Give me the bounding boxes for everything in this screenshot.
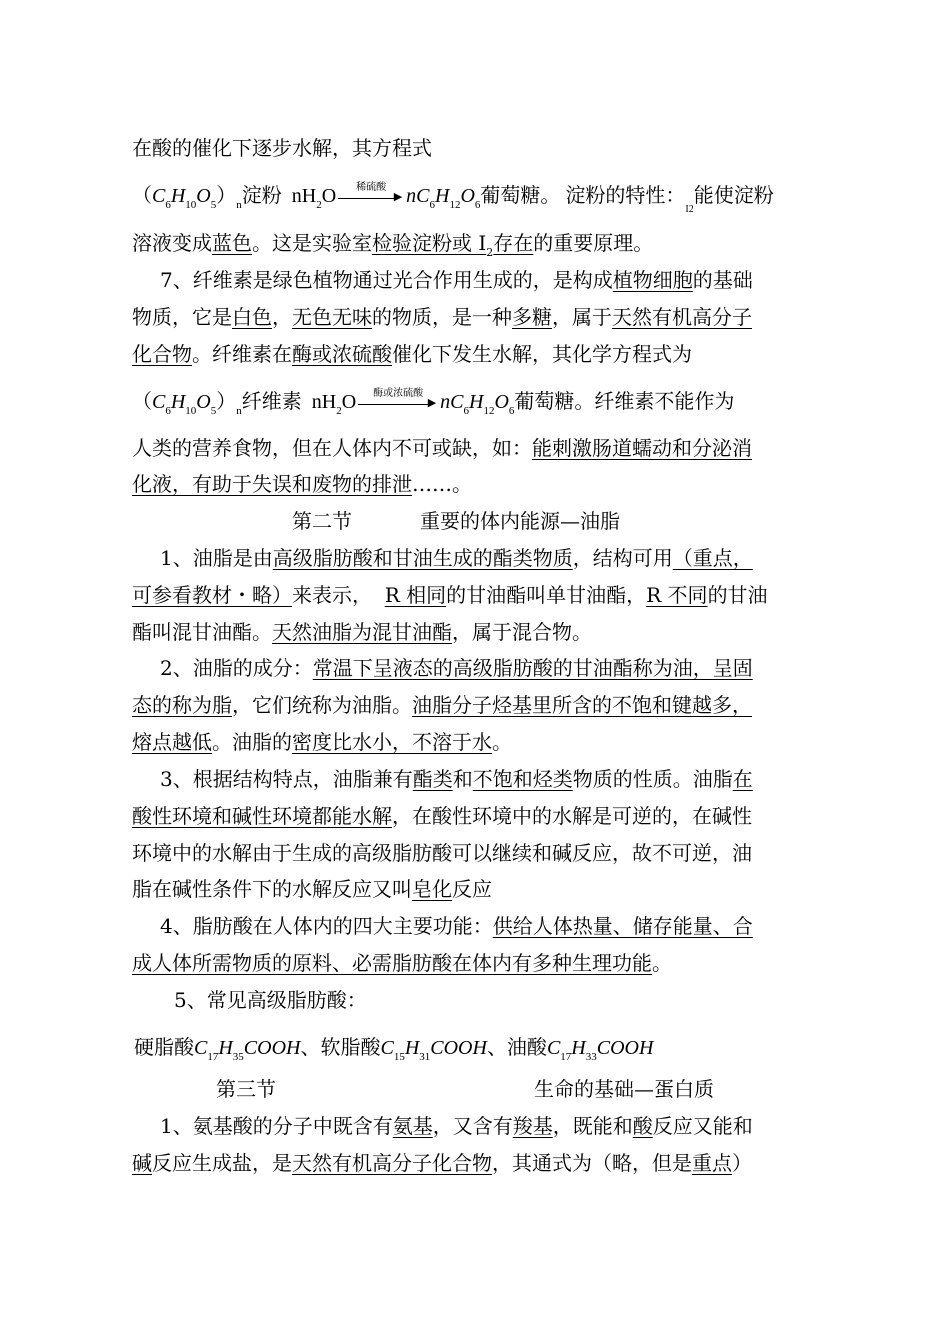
text-line: 成人体所需物质的原料、必需脂肪酸在体内有多种生理功能。 [132,951,672,975]
cellulose-hydrolysis-equation: $(C_6H_{10}O_5)_n$纤维素 $nH_2O$ 酶或浓硫酸 ▶ $nC_6H_{12}O_6$葡萄糖。纤维素不能作为 [132,388,735,417]
section-heading: 第三节 生命的基础—蛋白质 [216,1077,714,1101]
text-line: 碱反应生成盐，是天然有机高分子化合物，其通式为（略，但是重点） [132,1151,752,1175]
text-line: 5、常见高级脂肪酸： [174,988,367,1012]
section-heading: 第二节 重要的体内能源—油脂 [292,509,620,533]
text-line: 4、脂肪酸在人体内的四大主要功能：供给人体热量、储存能量、合 [160,914,753,938]
text-line: 在酸的催化下逐步水解，其方程式 [132,136,432,160]
fatty-acid-formulas: 硬脂酸$C_{17}H_{35}COOH$、软脂酸$C_{15}H_{31}COOH$、油酸$C_{17}H_{33}COOH$ [134,1037,654,1063]
text-line: 环境中的水解由于生成的高级脂肪酸可以继续和碱反应，故不可逆，油 [132,841,752,865]
text-line: 1、氨基酸的分子中既含有氨基，又含有羧基，既能和酸反应又能和 [160,1114,753,1138]
text-line: 可参看教材・略）来表示， R 相同的甘油酯叫单甘油酯，R 不同的甘油 [132,583,768,607]
text-line: 化合物。纤维素在酶或浓硫酸催化下发生水解，其化学方程式为 [132,342,692,366]
text-line: 化液，有助于失误和废物的排泄……。 [132,472,472,496]
starch-hydrolysis-equation: $(C_6H_{10}O_5)_n$淀粉 $nH_2O$ 稀硫酸 ▶ $nC_6H_{12}O_6$葡萄糖。 淀粉的特性：$_{I2}$能使淀粉 [132,182,774,215]
reaction-arrow: 稀硫酸 ▶ [336,187,406,207]
text-line: 物质，它是白色，无色无味的物质，是一种多糖，属于天然有机高分子 [132,305,752,329]
text-line: 2、油脂的成分：常温下呈液态的高级脂肪酸的甘油酯称为油，呈固 [160,656,753,680]
text-line: 1、油脂是由高级脂肪酸和甘油生成的酯类物质，结构可用（重点， [160,546,753,570]
text-line: 人类的营养食物，但在人体内不可或缺，如：能刺激肠道蠕动和分泌消 [132,436,752,460]
text-line: 脂在碱性条件下的水解反应又叫皂化反应 [132,877,492,901]
reaction-arrow: 酶或浓硫酸 ▶ [356,393,440,413]
text-line: 熔点越低。油脂的密度比水小，不溶于水。 [132,730,512,754]
text-line: 态的称为脂，它们统称为油脂。油脂分子烃基里所含的不饱和键越多， [132,693,752,717]
text-line: 酸性环境和碱性环境都能水解，在酸性环境中的水解是可逆的，在碱性 [132,804,752,828]
text-line: 7、纤维素是绿色植物通过光合作用生成的，是构成植物细胞的基础 [160,268,753,292]
text-line: 溶液变成蓝色。这是实验室检验淀粉或 $I_2$存在的重要原理。 [132,231,654,259]
text-line: 酯叫混甘油酯。天然油脂为混甘油酯，属于混合物。 [132,620,592,644]
text-line: 3、根据结构特点，油脂兼有酯类和不饱和烃类物质的性质。油脂在 [160,767,753,791]
